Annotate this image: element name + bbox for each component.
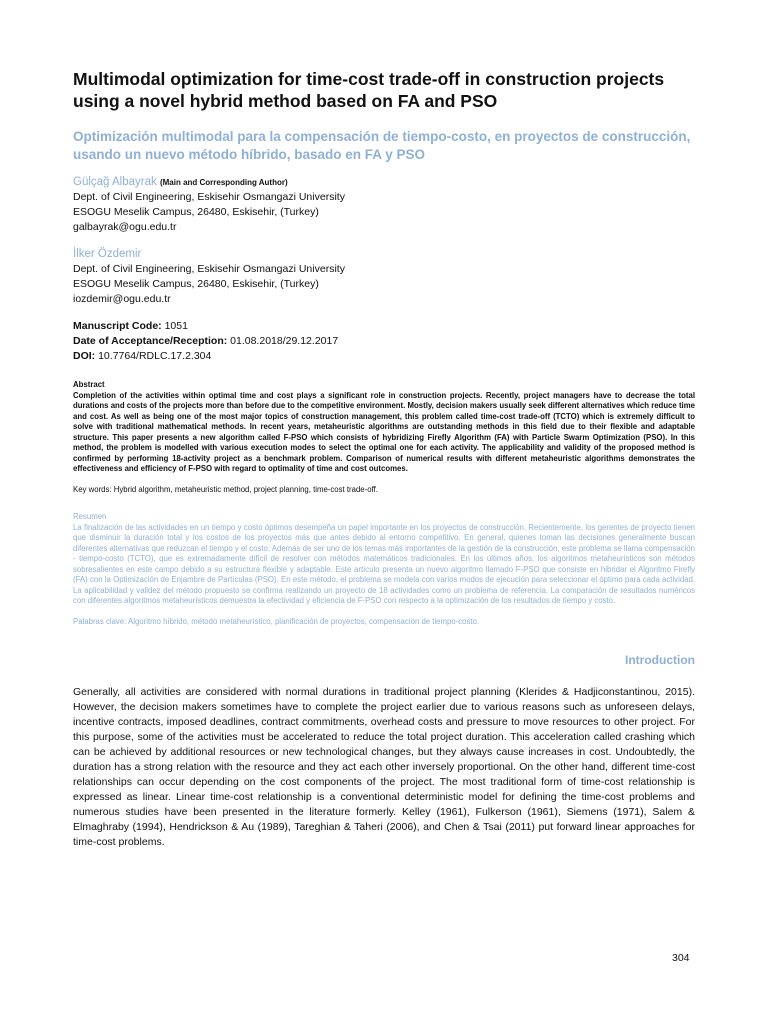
author-name-text: Gülçağ Albayrak [73, 176, 157, 188]
introduction-heading: Introduction [625, 653, 695, 667]
author-name-text: İlker Özdemir [73, 248, 142, 260]
acceptance-date [73, 334, 695, 349]
manuscript-info [73, 319, 695, 364]
manuscript-code [73, 319, 695, 334]
acceptance-date-label: Date of Acceptance/Reception: [73, 335, 228, 347]
palabras-clave: Palabras clave: Algoritmo híbrido, método metaheurístico, planificación de proyectos, compensación de tiempo-costo. [73, 616, 480, 626]
author-note: (Main and Corresponding Author) [159, 178, 288, 187]
abstract-text: Completion of the activities within optimal time and cost plays a significant role in construction projects. Recently, project managers have to decrease the total durations and costs of the projects more than before due to the competitive environment. Mostly, decision makers usually seek different alternatives which reduce time and cost. As well as being one of the most major topics of construction management, this problem called time-cost trade-off (TCTO) which is extremely difficult to solve with traditional mathematical methods. In recent years, metaheuristic algorithms are outstanding methods in this field due to their flexible and adaptable structure. This paper presents a new algorithm called F-PSO which consists of hybridizing Firefly Algorithm (FA) with Particle Swarm Optimization (PSO). In this method, the problem is modelled with various execution modes to select the optimal one for each activity. The applicability and validity of the proposed method is confirmed by performing 18-activity project as a benchmark problem. Comparison of numerical results with different metaheuristic algorithms demonstrates the effectiveness and efficiency of F-PSO with regard to optimality of time and cost outcomes. [73, 390, 695, 473]
manuscript-code-label: Manuscript Code: [73, 320, 162, 332]
introduction-text: Generally, all activities are considered with normal durations in traditional project planning (Klerides & Hadjiconstantinou, 2015). However, the decision makers sometimes have to complete the project earlier due to various reasons such as unforeseen delays, incentive contracts, imposed deadlines, contract commitments, overhead costs and pressure to move resources to other project. For this purpose, some of the activities must be accelerated to reduce the total project duration. This acceleration called crashing which can be achieved by additional resources or new technological changes, but they always cause increases in cost. Undoubtedly, the duration has a strong relation with the resource and they act each other inversely proportional. On the other hand, different time-cost relationships can occur depending on the cost components of the project. The most traditional form of time-cost relationship is expressed as linear. Linear time-cost relationship is a conventional deterministic model for defining the time-cost problems and numerous studies have been presented in the literature formerly. Kelley (1961), Fulkerson (1961), Siemens (1971), Salem & Elmaghraby (1994), Hendrickson & Au (1989), Tareghian & Taheri (2006), and Chen & Tsai (2011) put forward linear approaches for time-cost problems. [73, 686, 695, 848]
doi-label: DOI: [73, 350, 96, 362]
author-email: galbayrak@ogu.edu.tr [73, 221, 177, 233]
keywords: Key words: Hybrid algorithm, metaheuristic method, project planning, time-cost trade-off. [73, 484, 378, 494]
page-number: 304 [672, 952, 690, 964]
doi [73, 349, 695, 364]
acceptance-date-value: 01.08.2018/29.12.2017 [230, 335, 339, 347]
resumen-heading: Resumen [73, 512, 107, 521]
paper-subtitle: Optimización multimodal para la compensación de tiempo-costo, en proyectos de construcción, usando un nuevo método híbrido, basado en FA y PSO [73, 129, 691, 162]
resumen-text: La finalización de las actividades en un tiempo y costo óptimos desempeña un papel importante en los proyectos de construcción. Recientemente, los gerentes de proyecto tienen que disminuir la duración total y los costos de los proyectos más que antes debido al entorno competitivo. En general, quienes toman las decisiones generalmente buscan diferentes alternativas que reduzcan el tiempo y el costo. Además de ser uno de los temas más importantes de la gestión de la construcción, este problema se llama compensación - tiempo-costo (TCTO), que es extremadamente difícil de resolver con métodos matemáticos tradicionales. En los últimos años, los algoritmos metaheurísticos son métodos sobresalientes en este campo debido a su estructura flexible y adaptable. Este artículo presenta un nuevo algoritmo llamado F-PSO que consiste en hibridar el Algoritmo Firefly (FA) con la Optimización de Enjambre de Partículas (PSO). En este método, el problema se modela con varios modos de ejecución para seleccionar el óptimo para cada actividad. La aplicabilidad y validez del método propuesto se confirma realizando un proyecto de 18 actividades como un problema de referencia. La comparación de resultados numéricos con diferentes algoritmos metaheurísticos demuestra la efectividad y eficiencia de F-PSO con respecto a la optimización de los resultados de tiempo y costo. [73, 522, 695, 605]
paper-content [73, 68, 695, 850]
author-department: Dept. of Civil Engineering, Eskisehir Osmangazi University [73, 191, 345, 203]
author-email: iozdemir@ogu.edu.tr [73, 293, 171, 305]
author-block-1 [73, 175, 695, 235]
author-campus: ESOGU Meselik Campus, 26480, Eskisehir, (Turkey) [73, 278, 319, 290]
manuscript-code-value: 1051 [164, 320, 188, 332]
doi-value: 10.7764/RDLC.17.2.304 [98, 350, 212, 362]
author-campus: ESOGU Meselik Campus, 26480, Eskisehir, (Turkey) [73, 206, 319, 218]
author-block-2 [73, 247, 695, 307]
paper-title: Multimodal optimization for time-cost trade-off in construction projects using a novel hybrid method based on FA and PSO [73, 69, 665, 111]
author-department: Dept. of Civil Engineering, Eskisehir Osmangazi University [73, 263, 345, 275]
author-name [73, 175, 695, 190]
abstract-heading: Abstract [73, 380, 105, 389]
